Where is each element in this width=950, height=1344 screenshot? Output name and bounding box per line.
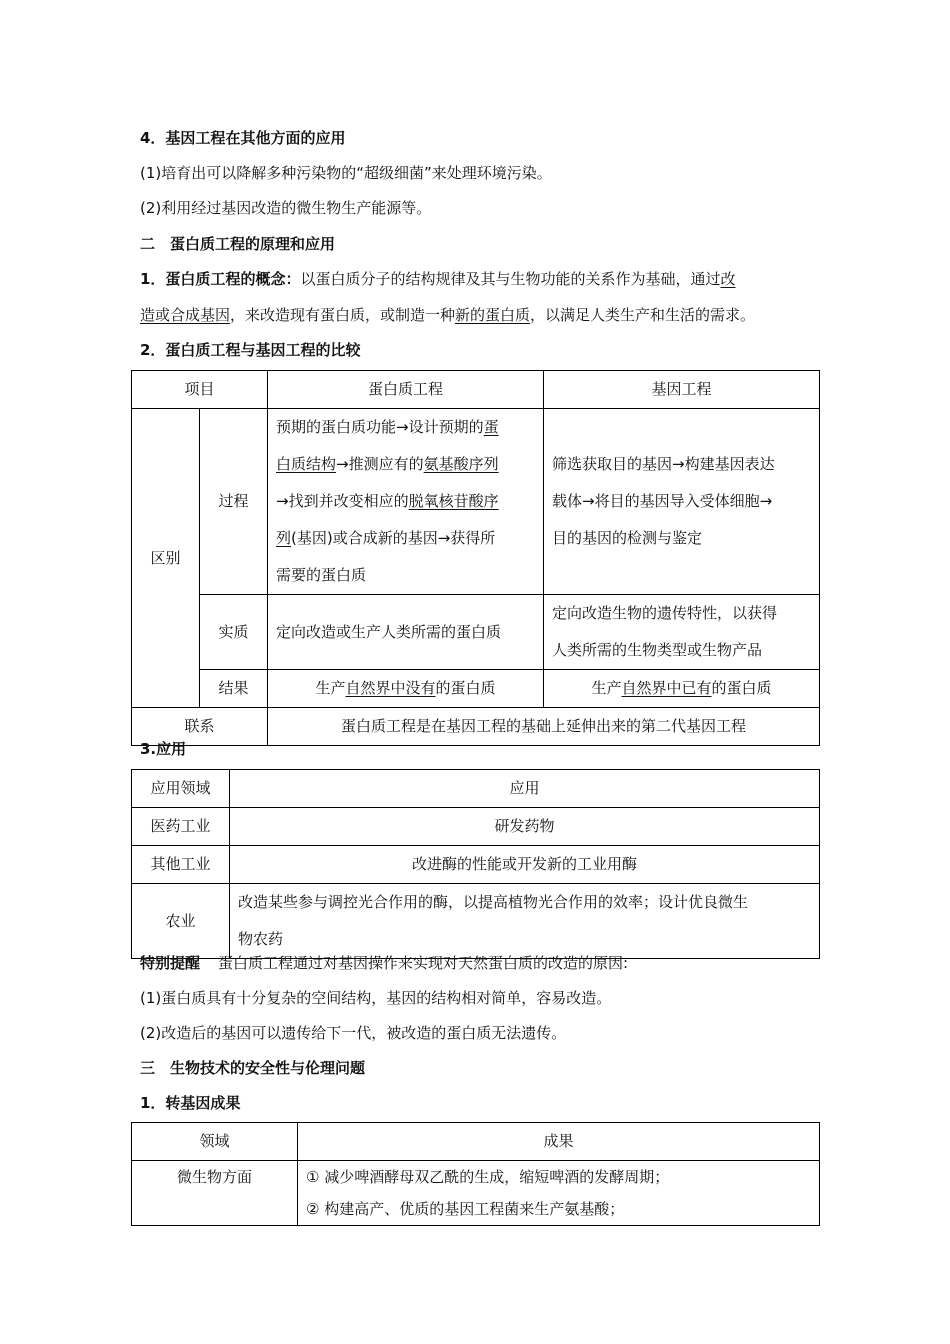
transgenic-table <box>131 1122 820 1226</box>
concept-underline-2: 新的蛋白质 <box>455 306 531 324</box>
table-row <box>132 846 820 884</box>
gene-process-line-1: 筛选获取目的基因→构建基因表达 <box>552 455 775 473</box>
relation-text: 蛋白质工程是在基因工程的基础上延伸出来的第二代基因工程 <box>268 708 820 746</box>
gene-process-line-2: 载体→将目的基因导入受体细胞→ <box>552 492 773 510</box>
reminder-label: 特别提醒 <box>140 954 201 972</box>
result-line-1: ① 减少啤酒酵母双乙酰的生成，缩短啤酒的发酵周期； <box>306 1168 670 1186</box>
gene-essence-line-2: 人类所需的生物类型或生物产品 <box>552 641 763 659</box>
section-4-point-2: (2)利用经过基因改造的微生物生产能源等。 <box>140 199 432 217</box>
protein-result-cell: 生产自然界中没有的蛋白质 <box>268 670 544 708</box>
protein-process-cell <box>268 409 544 595</box>
result-cell <box>298 1161 820 1226</box>
agriculture-line-1: 改造某些参与调控光合作用的酶，以提高植物光合作用的效率；设计优良微生 <box>238 893 749 911</box>
concept-text-b: ，来改造现有蛋白质，或制造一种 <box>230 306 456 324</box>
application-cell <box>230 884 820 959</box>
relation-label: 联系 <box>132 708 268 746</box>
concept-underline-1a: 改 <box>720 270 736 288</box>
concept-text-a: 以蛋白质分子的结构规律及其与生物功能的关系作为基础，通过 <box>300 270 721 288</box>
concept-label: 1．蛋白质工程的概念： <box>140 270 301 288</box>
application-heading: 3.应用 <box>140 740 187 758</box>
protein-process-line-4: 列(基因)或合成新的基因→获得所 <box>276 529 496 547</box>
reminder-point-2: (2)改造后的基因可以遗传给下一代，被改造的蛋白质无法遗传。 <box>140 1024 567 1042</box>
application-cell: 研发药物 <box>230 808 820 846</box>
reminder-point-1: (1)蛋白质具有十分复杂的空间结构，基因的结构相对简单，容易改造。 <box>140 989 612 1007</box>
comparison-table <box>131 370 820 746</box>
protein-process-line-1: 预期的蛋白质功能→设计预期的蛋 <box>276 418 499 436</box>
section-4-heading: 4．基因工程在其他方面的应用 <box>140 129 346 147</box>
section-2-heading: 二 蛋白质工程的原理和应用 <box>140 235 336 253</box>
concept-underline-1b: 造或合成基因 <box>140 306 231 324</box>
process-label: 过程 <box>200 409 268 595</box>
gene-process-cell <box>544 409 820 595</box>
protein-process-line-2: 白质结构→推测应有的氨基酸序列 <box>276 455 499 473</box>
concept-line-2 <box>140 305 755 325</box>
difference-label: 区别 <box>132 409 200 708</box>
section-3-heading: 三 生物技术的安全性与伦理问题 <box>140 1059 366 1077</box>
compare-heading: 2．蛋白质工程与基因工程的比较 <box>140 341 361 359</box>
agriculture-line-2: 物农药 <box>238 930 284 948</box>
gene-essence-cell <box>544 595 820 670</box>
header-result: 成果 <box>298 1123 820 1161</box>
application-table <box>131 769 820 959</box>
field-cell: 其他工业 <box>132 846 230 884</box>
field-cell: 农业 <box>132 884 230 959</box>
application-cell: 改进酶的性能或开发新的工业用酶 <box>230 846 820 884</box>
header-application: 应用 <box>230 770 820 808</box>
reminder-text: 蛋白质工程通过对基因操作来实现对天然蛋白质的改造的原因: <box>218 954 629 972</box>
table-row <box>132 808 820 846</box>
protein-process-line-3: →找到并改变相应的脱氧核苷酸序 <box>276 492 499 510</box>
header-gene-engineering: 基因工程 <box>544 371 820 409</box>
header-protein-engineering: 蛋白质工程 <box>268 371 544 409</box>
result-row <box>132 670 820 708</box>
comparison-header-row <box>132 371 820 409</box>
result-line-2: ② 构建高产、优质的基因工程菌来生产氨基酸； <box>306 1200 625 1218</box>
table-row <box>132 1161 820 1226</box>
concept-line-1 <box>140 269 735 289</box>
transgenic-header-row <box>132 1123 820 1161</box>
table-row <box>132 884 820 959</box>
protein-process-line-5: 需要的蛋白质 <box>276 566 367 584</box>
transgenic-heading: 1．转基因成果 <box>140 1094 241 1112</box>
application-header-row <box>132 770 820 808</box>
header-field: 应用领域 <box>132 770 230 808</box>
process-row <box>132 409 820 595</box>
header-domain: 领域 <box>132 1123 298 1161</box>
protein-essence-cell: 定向改造或生产人类所需的蛋白质 <box>268 595 544 670</box>
gene-process-line-3: 目的基因的检测与鉴定 <box>552 529 703 547</box>
essence-label: 实质 <box>200 595 268 670</box>
section-4-point-1: (1)培育出可以降解多种污染物的“超级细菌”来处理环境污染。 <box>140 164 552 182</box>
domain-cell: 微生物方面 <box>132 1161 298 1226</box>
header-item: 项目 <box>132 371 268 409</box>
special-reminder <box>140 953 628 973</box>
gene-result-cell: 生产自然界中已有的蛋白质 <box>544 670 820 708</box>
concept-text-c: ，以满足人类生产和生活的需求。 <box>530 306 756 324</box>
field-cell: 医药工业 <box>132 808 230 846</box>
gene-essence-line-1: 定向改造生物的遗传特性，以获得 <box>552 604 778 622</box>
relation-row <box>132 708 820 746</box>
result-label: 结果 <box>200 670 268 708</box>
essence-row <box>132 595 820 670</box>
